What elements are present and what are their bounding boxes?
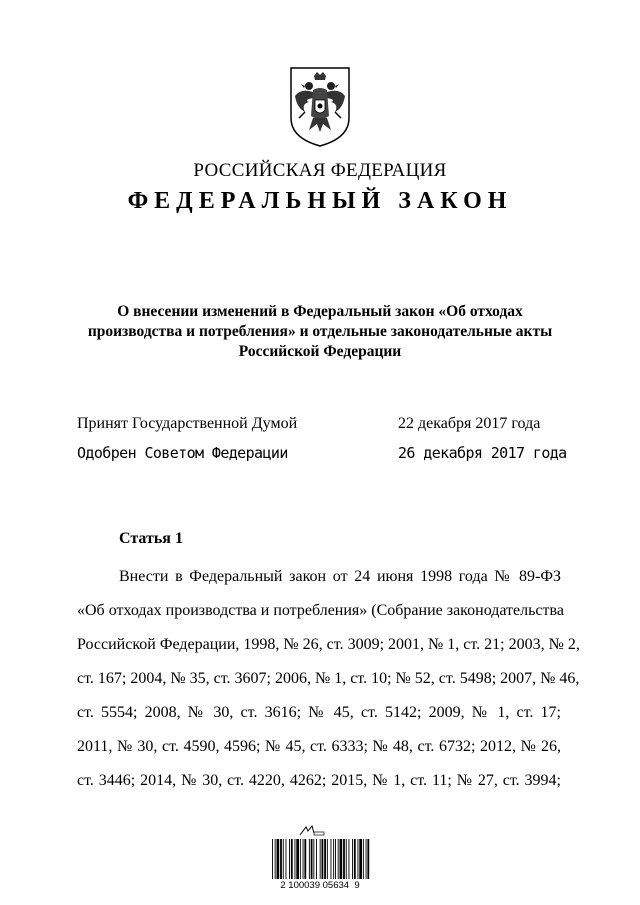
article-text-line: Российской Федерации, 1998, № 26, ст. 3009; 2001, № 1, ст. 21; 2003, № 2, — [77, 636, 580, 653]
barcode-bar — [352, 839, 353, 879]
article-text-line: Внести в Федеральный закон от 24 июня 1998 года № 89-ФЗ — [119, 568, 561, 585]
barcode-bar — [275, 839, 276, 879]
adopted-date: 22 декабря 2017 года — [398, 415, 541, 432]
barcode-bar — [358, 839, 359, 879]
barcode-bar — [367, 839, 369, 879]
barcode-bar — [366, 839, 367, 879]
law-title-line: производства и потребления» и отдельные законодательные акты — [87, 323, 553, 340]
article-text-line: «Об отходах производства и потребления» (Собрание законодательства — [77, 602, 564, 619]
barcode-bar — [346, 839, 347, 879]
barcode-bar — [316, 839, 317, 879]
barcode-bar — [313, 839, 314, 879]
barcode-bar — [324, 839, 326, 879]
article-text-line: 2011, № 30, ст. 4590, 4596; № 45, ст. 6333; № 48, ст. 6732; 2012, № 26, — [77, 738, 561, 755]
barcode-bar — [311, 839, 313, 879]
barcode-bar — [349, 839, 350, 879]
barcode-bar — [320, 839, 321, 879]
document-type: ФЕДЕРАЛЬНЫЙ ЗАКОН — [127, 188, 513, 214]
barcode-bar — [304, 839, 306, 879]
article-text-line: ст. 5554; 2008, № 30, ст. 3616; № 45, ст. 5142; 2009, № 1, ст. 17; — [77, 704, 561, 721]
barcode-bar — [291, 839, 293, 879]
barcode-bar — [289, 839, 290, 879]
barcode-number: 2 100039 05634 9 — [280, 880, 360, 891]
barcode-bar — [322, 839, 324, 879]
barcode-bar — [309, 839, 310, 879]
approved-date: 26 декабря 2017 года — [398, 444, 567, 462]
article-text-line: ст. 3446; 2014, № 30, ст. 4220, 4262; 2015, № 1, ст. 11; № 27, ст. 3994; — [77, 772, 561, 789]
barcode-bar — [331, 839, 332, 879]
barcode-bar — [363, 839, 364, 879]
barcode-bar — [338, 839, 339, 879]
state-emblem-icon — [287, 66, 353, 148]
barcode-bar — [333, 839, 334, 879]
barcode-bar — [272, 839, 273, 879]
barcode-bar — [277, 839, 280, 879]
barcode-bar — [280, 839, 282, 879]
barcode-bar — [354, 839, 356, 879]
adopted-label: Принят Государственной Думой — [77, 415, 298, 432]
approved-label: Одобрен Советом Федерации — [77, 444, 288, 462]
barcode-bar — [343, 839, 345, 879]
barcode-bar — [295, 839, 296, 879]
law-title — [80, 302, 560, 362]
article-text-line: ст. 167; 2004, № 35, ст. 3607; 2006, № 1, ст. 10; № 52, ст. 5498; 2007, № 46, — [77, 670, 580, 687]
article-heading: Статья 1 — [119, 530, 183, 547]
barcode-icon — [268, 839, 372, 879]
law-title-line: О внесении изменений в Федеральный закон «Об отходах — [117, 303, 523, 320]
law-title-line: Российской Федерации — [238, 343, 402, 360]
barcode-bar — [300, 839, 301, 879]
publisher-logo-icon — [298, 825, 326, 837]
barcode-bar — [359, 839, 362, 879]
barcode-bar — [283, 839, 284, 879]
barcode-bar — [286, 839, 287, 879]
barcode-bar — [296, 839, 299, 879]
barcode — [268, 825, 372, 905]
barcode-bar — [340, 839, 343, 879]
barcode-bar — [327, 839, 328, 879]
barcode-bar — [335, 839, 336, 879]
country-name: РОССИЙСКАЯ ФЕДЕРАЦИЯ — [193, 160, 447, 181]
barcode-bar — [303, 839, 304, 879]
